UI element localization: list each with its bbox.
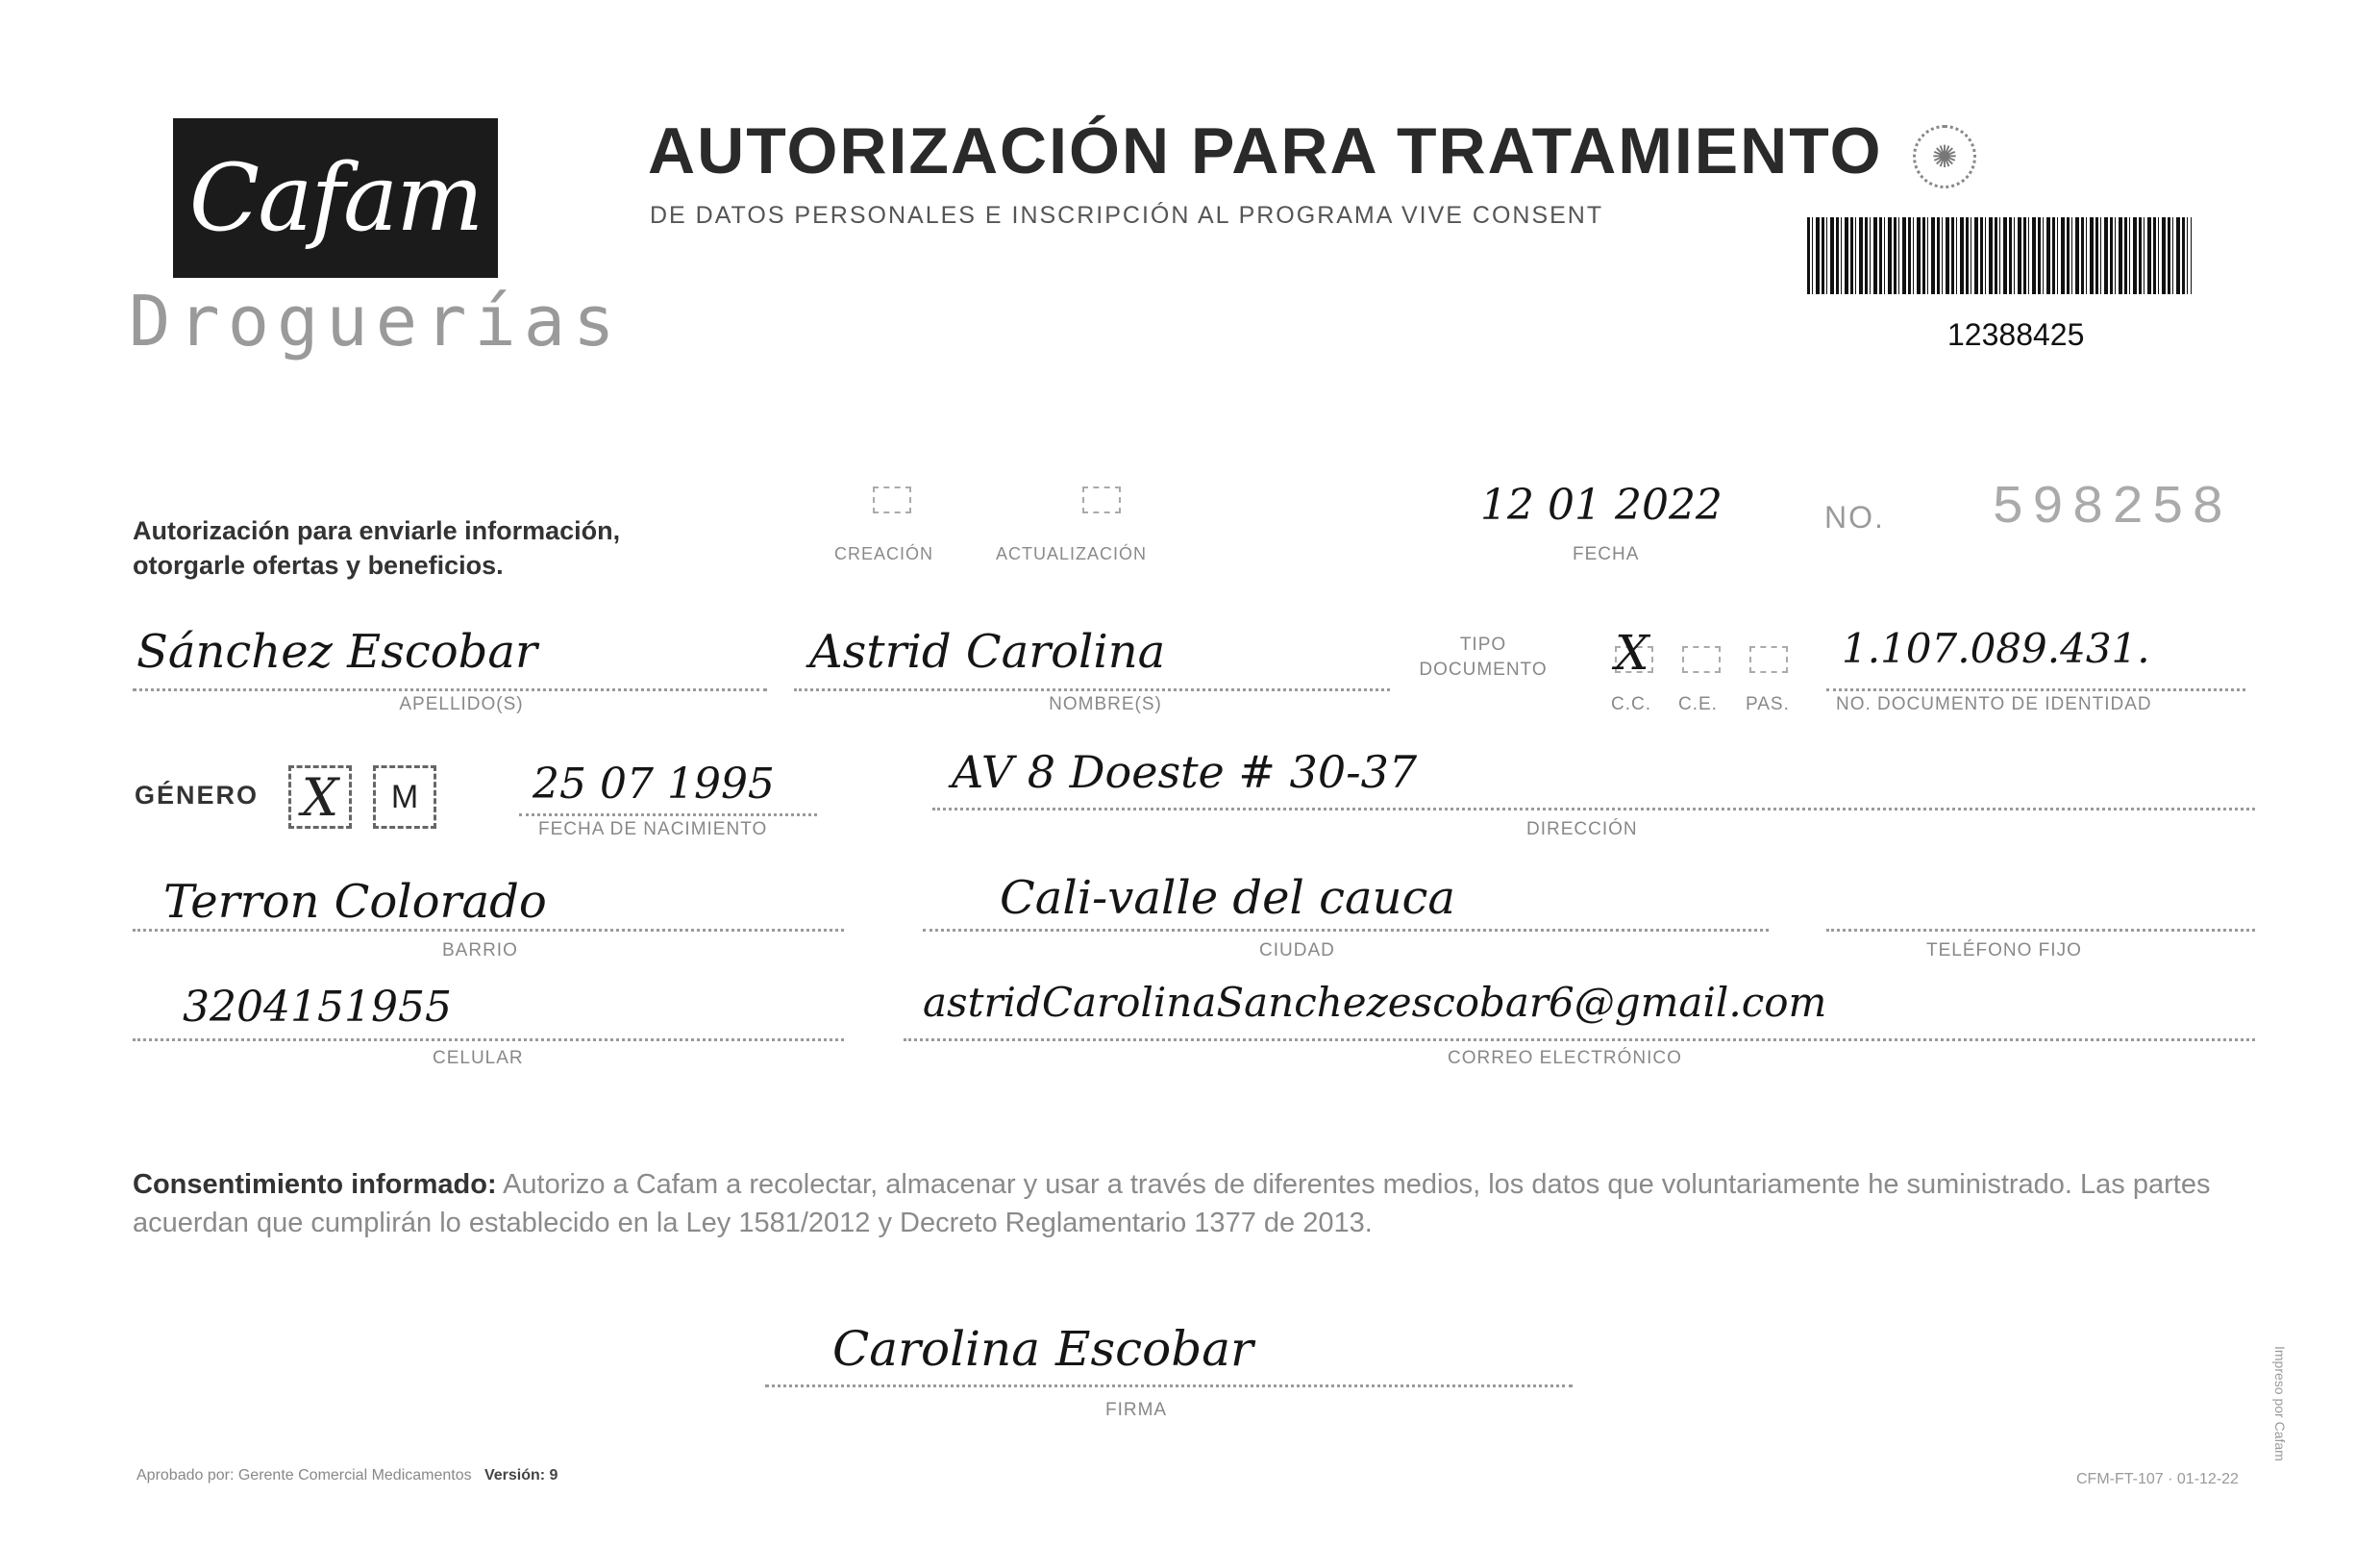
documento-label: NO. DOCUMENTO DE IDENTIDAD [1836,694,2152,714]
apellidos-value[interactable]: Sánchez Escobar [136,625,537,679]
tipo-documento-label: TIPO DOCUMENTO [1419,635,1548,680]
consent-heading: Consentimiento informado: [133,1169,497,1200]
signature-line [765,1384,1573,1387]
nacimiento-line [519,813,817,816]
signature-value[interactable]: Carolina Escobar [832,1321,1253,1377]
genero-f-checkbox[interactable] [288,765,352,829]
logo-subtext: Droguerías [129,281,623,362]
correo-line [904,1038,2255,1041]
tipo-pas-label: PAS. [1746,694,1790,714]
fecha-value[interactable]: 12 01 2022 [1480,481,1723,530]
consent-body: Autorizo a Cafam a recolectar, almacenar y usar a través de diferentes medios, los datos que voluntariamente he suministrado. Las partes acuerdan que cumplirán lo establecido en la Ley 1581/2012 y Decreto Reglamentario 1377 de 2013. [133,1169,2211,1238]
nombres-label: NOMBRE(S) [1049,694,1162,714]
celular-value[interactable]: 3204151955 [183,983,452,1032]
tipo-ce-checkbox[interactable] [1682,646,1721,673]
documento-line [1826,688,2245,691]
genero-m-checkbox[interactable] [373,765,436,829]
apellidos-label: APELLIDO(S) [399,694,524,714]
apellidos-line [133,688,767,691]
cafam-logo [173,118,498,278]
barrio-label: BARRIO [442,940,518,960]
consent-text [133,1165,2267,1242]
creacion-checkbox[interactable] [873,486,911,513]
fecha-label: FECHA [1573,544,1640,564]
tipo-cc-label: C.C. [1611,694,1651,714]
documento-value[interactable]: 1.107.089.431. [1842,625,2150,672]
authorization-line-2: otorgarle ofertas y beneficios. [133,551,504,580]
barrio-line [133,929,844,932]
barcode-number: 12388425 [1947,317,2085,352]
footer-approved [136,1467,558,1484]
side-printed-text: Impreso por Cafam [2272,1346,2288,1461]
ciudad-value[interactable]: Cali-valle del cauca [1000,871,1456,925]
direccion-value[interactable]: AV 8 Doeste # 30-37 [952,746,1418,798]
version-label: Versión: 9 [483,1467,558,1484]
logo-text: Cafam [188,144,483,252]
telefono-line [1826,929,2255,932]
document-subtitle: DE DATOS PERSONALES E INSCRIPCIÓN AL PROGRAMA VIVE CONSENT [650,202,1604,229]
barcode [1807,217,2192,294]
ciudad-line [923,929,1769,932]
nombres-line [794,688,1390,691]
actualizacion-checkbox[interactable] [1082,486,1121,513]
ciudad-label: CIUDAD [1259,940,1335,960]
direccion-line [932,808,2255,810]
nacimiento-value[interactable]: 25 07 1995 [533,760,775,809]
tipo-ce-label: C.E. [1678,694,1718,714]
genero-f-mark: X [301,766,339,828]
footer-code: CFM-FT-107 · 01-12-22 [2076,1471,2239,1487]
tipo-mark: X [1615,625,1649,681]
telefono-label: TELÉFONO FIJO [1926,940,2082,960]
authorization-text [133,513,620,583]
authorization-line-1: Autorización para enviarle información, [133,516,621,545]
nombres-value[interactable]: Astrid Carolina [809,625,1166,679]
direccion-label: DIRECCIÓN [1526,819,1638,839]
form-number: 598258 [1992,477,2232,538]
barrio-value[interactable]: Terron Colorado [163,875,547,929]
tipo-pas-checkbox[interactable] [1749,646,1788,673]
seal-icon: ✺ [1913,125,1976,188]
creacion-label: CREACIÓN [834,544,934,563]
no-label: NO. [1824,500,1885,535]
document-title: AUTORIZACIÓN PARA TRATAMIENTO [648,114,1883,187]
celular-line [133,1038,844,1041]
correo-value[interactable]: astridCarolinaSanchezescobar6@gmail.com [923,979,1827,1026]
genero-label: GÉNERO [135,781,260,810]
signature-label: FIRMA [1105,1400,1168,1420]
genero-m-label: M [390,778,419,815]
nacimiento-label: FECHA DE NACIMIENTO [538,819,768,839]
approved-by: Aprobado por: Gerente Comercial Medicamentos [136,1467,472,1484]
correo-label: CORREO ELECTRÓNICO [1448,1048,1682,1068]
actualizacion-label: ACTUALIZACIÓN [996,544,1148,563]
celular-label: CELULAR [433,1048,524,1068]
